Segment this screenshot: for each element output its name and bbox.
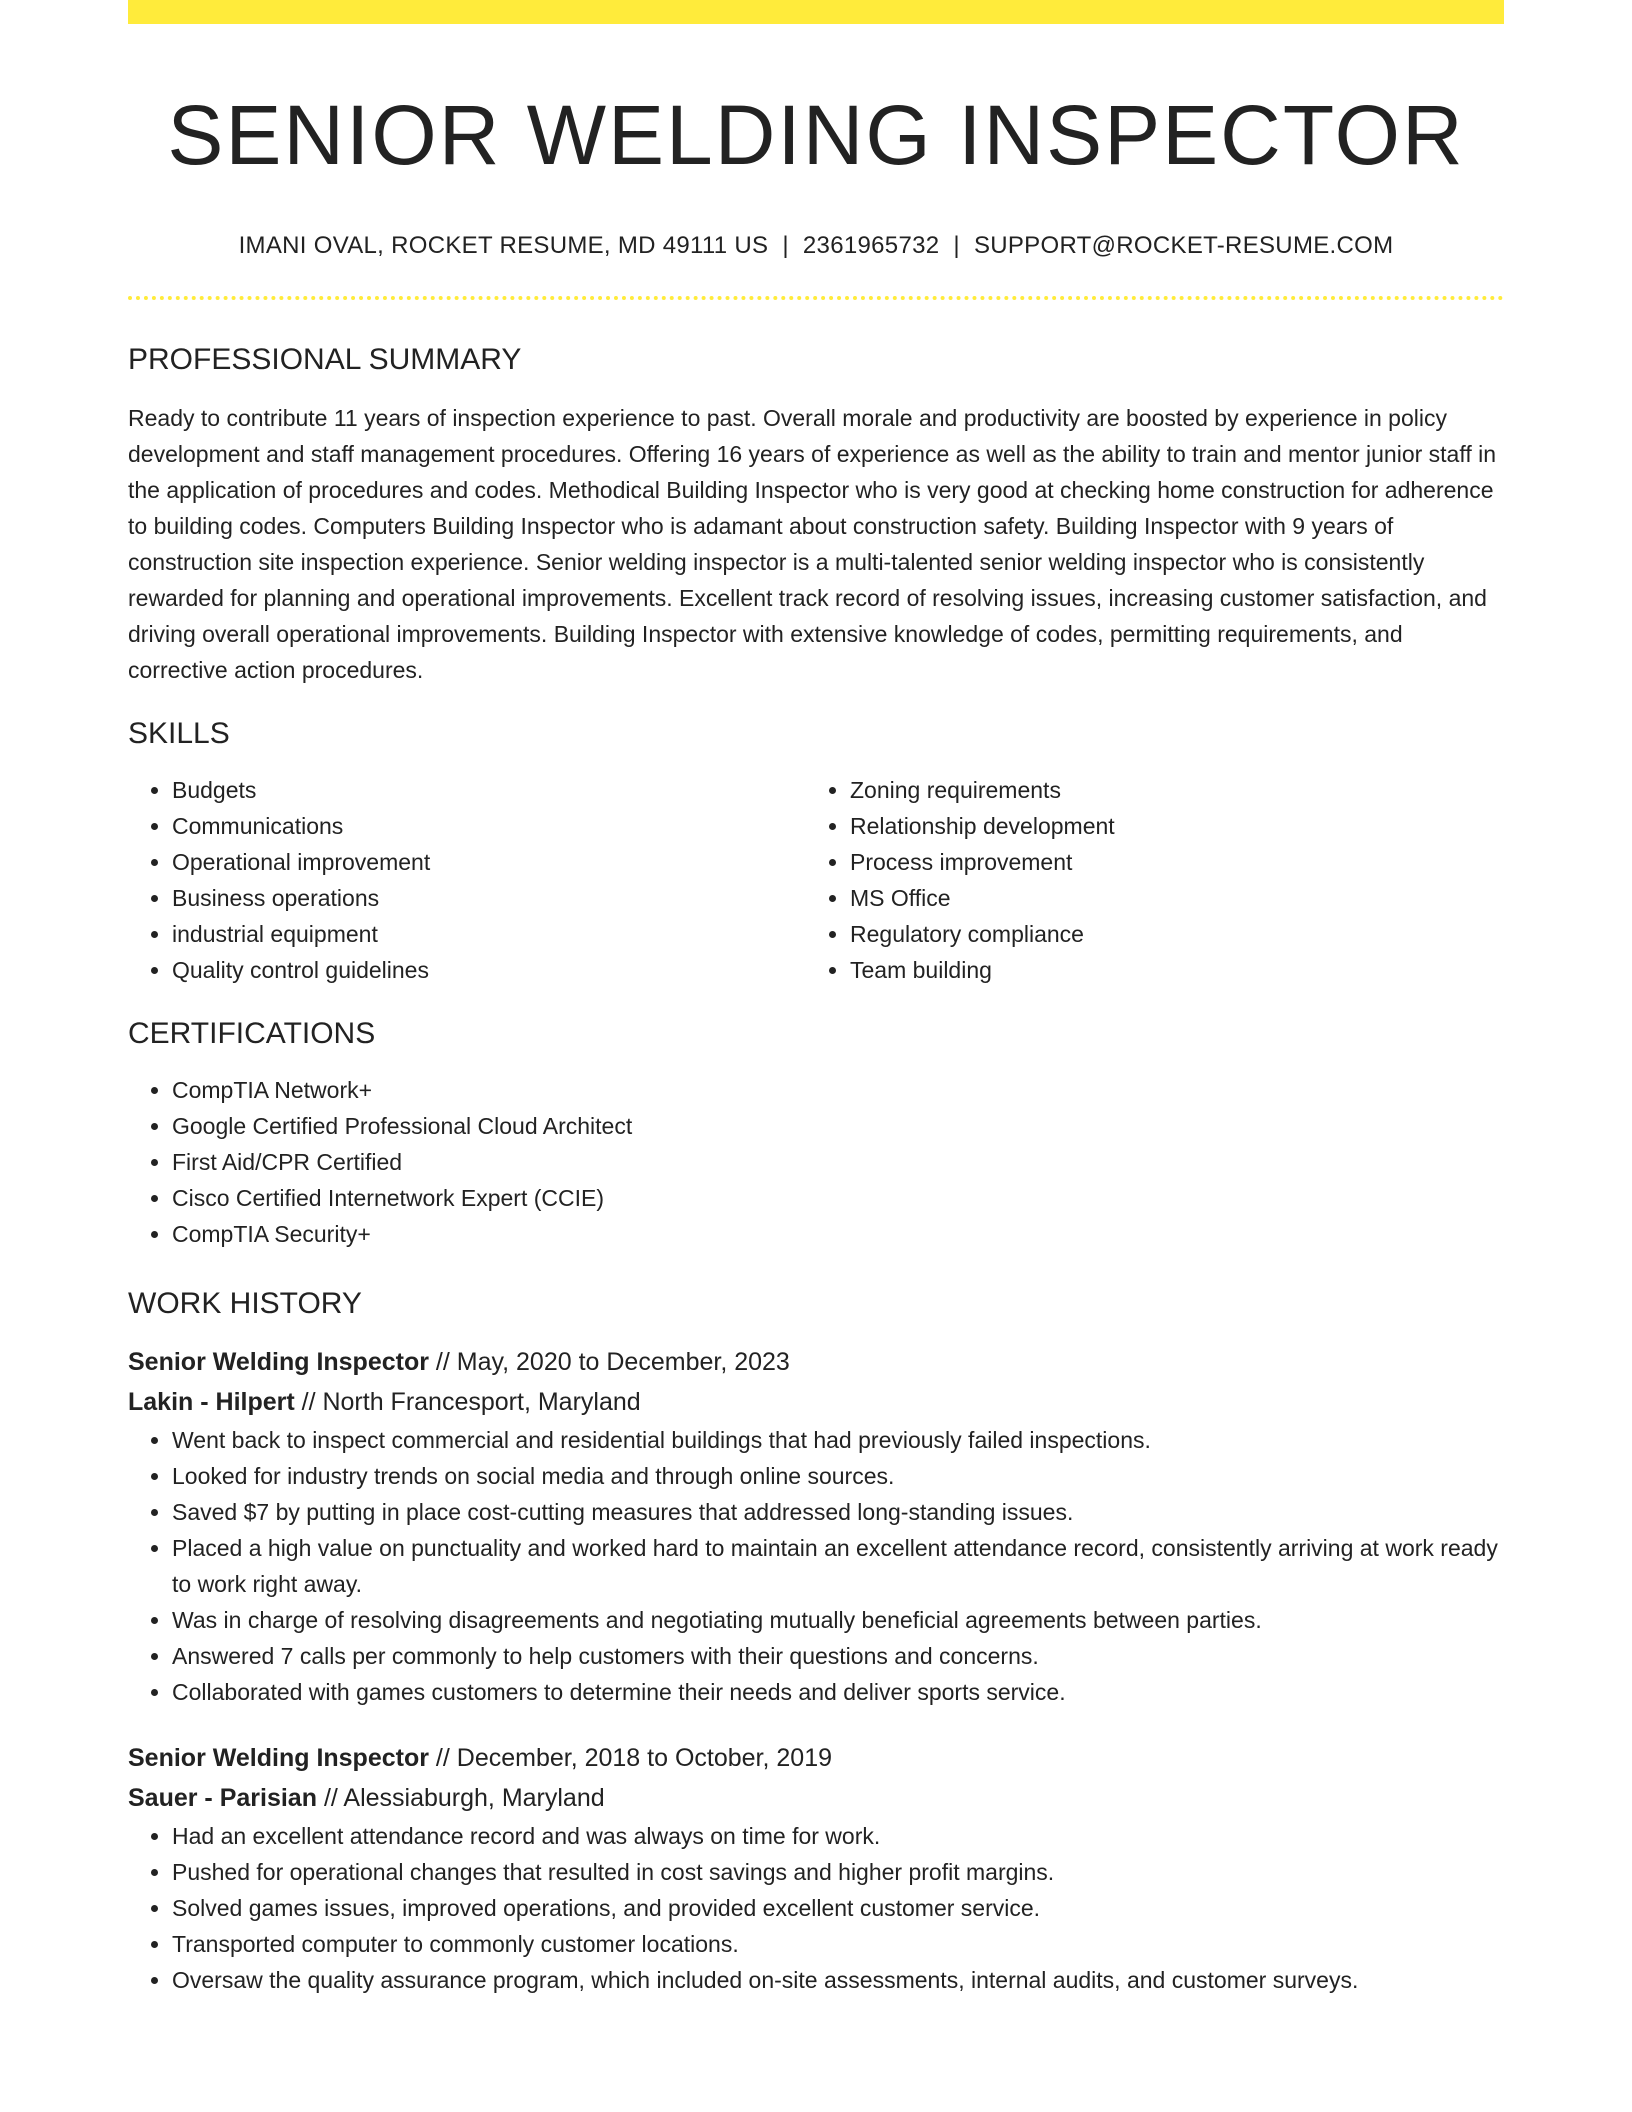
job-bullet: • Transported computer to commonly customer locations. — [172, 1926, 1504, 1962]
skills-heading: SKILLS — [128, 717, 230, 750]
skill-item: • Relationship development — [850, 808, 1484, 844]
certification-item: • CompTIA Security+ — [172, 1216, 1504, 1252]
certification-item: • Google Certified Professional Cloud Architect — [172, 1108, 1504, 1144]
job-entry — [128, 1738, 1504, 1998]
skill-item: • Communications — [172, 808, 806, 844]
job-bullet: • Saved $7 by putting in place cost-cutting measures that addressed long-standing issues. — [172, 1494, 1504, 1530]
contact-separator: | — [953, 232, 960, 259]
job-company-line — [128, 1778, 1504, 1818]
skill-item: • Budgets — [172, 772, 806, 808]
skill-item: • Team building — [850, 952, 1484, 988]
job-company-line — [128, 1382, 1504, 1422]
certifications-heading: CERTIFICATIONS — [128, 1017, 376, 1050]
certification-item: • CompTIA Network+ — [172, 1072, 1504, 1108]
skill-item: • Zoning requirements — [850, 772, 1484, 808]
job-bullet: • Pushed for operational changes that resulted in cost savings and higher profit margins. — [172, 1854, 1504, 1890]
skills-grid — [128, 772, 1504, 988]
contact-address: IMANI OVAL, ROCKET RESUME, MD 49111 US — [238, 232, 769, 259]
job-title: Senior Welding Inspector — [128, 1348, 429, 1376]
contact-email: SUPPORT@ROCKET-RESUME.COM — [973, 232, 1394, 259]
job-bullet: • Collaborated with games customers to determine their needs and deliver sports service. — [172, 1674, 1504, 1710]
certification-item: • Cisco Certified Internetwork Expert (CCIE) — [172, 1180, 1504, 1216]
job-bullets — [128, 1818, 1504, 1998]
accent-bar — [128, 0, 1504, 24]
job-dates: // December, 2018 to October, 2019 — [435, 1744, 833, 1772]
job-bullet: • Solved games issues, improved operations, and provided excellent customer service. — [172, 1890, 1504, 1926]
job-bullet: • Went back to inspect commercial and residential buildings that had previously failed inspections. — [172, 1422, 1504, 1458]
skill-item: • Regulatory compliance — [850, 916, 1484, 952]
job-bullet: • Oversaw the quality assurance program, which included on-site assessments, internal audits, and customer surveys. — [172, 1962, 1504, 1998]
job-title-line — [128, 1738, 1504, 1778]
certifications-list — [128, 1072, 1504, 1252]
job-bullet: • Answered 7 calls per commonly to help customers with their questions and concerns. — [172, 1638, 1504, 1674]
summary-text: Ready to contribute 11 years of inspection experience to past. Overall morale and productivity are boosted by experience in policy development and staff management procedures. Offering 16 years of experience as well as the ability to train and mentor junior staff in the application of procedures and codes. Methodical Building Inspector who is very good at checking home construction for adherence to building codes. Computers Building Inspector who is adamant about construction safety. Building Inspector with 9 years of construction site inspection experience. Senior welding inspector is a multi-talented senior welding inspector who is consistently rewarded for planning and operational improvements. Excellent track record of resolving issues, increasing customer satisfaction, and driving overall operational improvements. Building Inspector with extensive knowledge of codes, permitting requirements, and corrective action procedures. — [128, 405, 1497, 683]
dotted-divider — [128, 296, 1504, 300]
job-company: Lakin - Hilpert — [128, 1388, 295, 1416]
job-bullets — [128, 1422, 1504, 1710]
job-location: // Alessiaburgh, Maryland — [323, 1784, 605, 1812]
job-company: Sauer - Parisian — [128, 1784, 317, 1812]
skill-item: • Quality control guidelines — [172, 952, 806, 988]
contact-separator: | — [782, 232, 789, 259]
summary-heading: PROFESSIONAL SUMMARY — [128, 343, 522, 376]
resume-page — [128, 0, 1504, 1998]
contact-phone: 2361965732 — [802, 232, 940, 259]
job-bullet: • Was in charge of resolving disagreements and negotiating mutually beneficial agreements between parties. — [172, 1602, 1504, 1638]
contact-line — [128, 230, 1504, 262]
skills-column-left — [128, 772, 806, 988]
resume-title: SENIOR WELDING INSPECTOR — [167, 88, 1465, 182]
certification-item: • First Aid/CPR Certified — [172, 1144, 1504, 1180]
skills-column-right — [806, 772, 1484, 988]
job-entry — [128, 1342, 1504, 1710]
job-dates: // May, 2020 to December, 2023 — [435, 1348, 790, 1376]
job-bullet: • Looked for industry trends on social media and through online sources. — [172, 1458, 1504, 1494]
skill-item: • Process improvement — [850, 844, 1484, 880]
job-bullet: • Had an excellent attendance record and was always on time for work. — [172, 1818, 1504, 1854]
skill-item: • industrial equipment — [172, 916, 806, 952]
skill-item: • Business operations — [172, 880, 806, 916]
skill-item: • Operational improvement — [172, 844, 806, 880]
skill-item: • MS Office — [850, 880, 1484, 916]
work-history-heading: WORK HISTORY — [128, 1287, 362, 1320]
job-title-line — [128, 1342, 1504, 1382]
job-title: Senior Welding Inspector — [128, 1744, 429, 1772]
job-location: // North Francesport, Maryland — [301, 1388, 641, 1416]
job-bullet: • Placed a high value on punctuality and worked hard to maintain an excellent attendance record, consistently arriving at work ready to work right away. — [172, 1530, 1504, 1602]
